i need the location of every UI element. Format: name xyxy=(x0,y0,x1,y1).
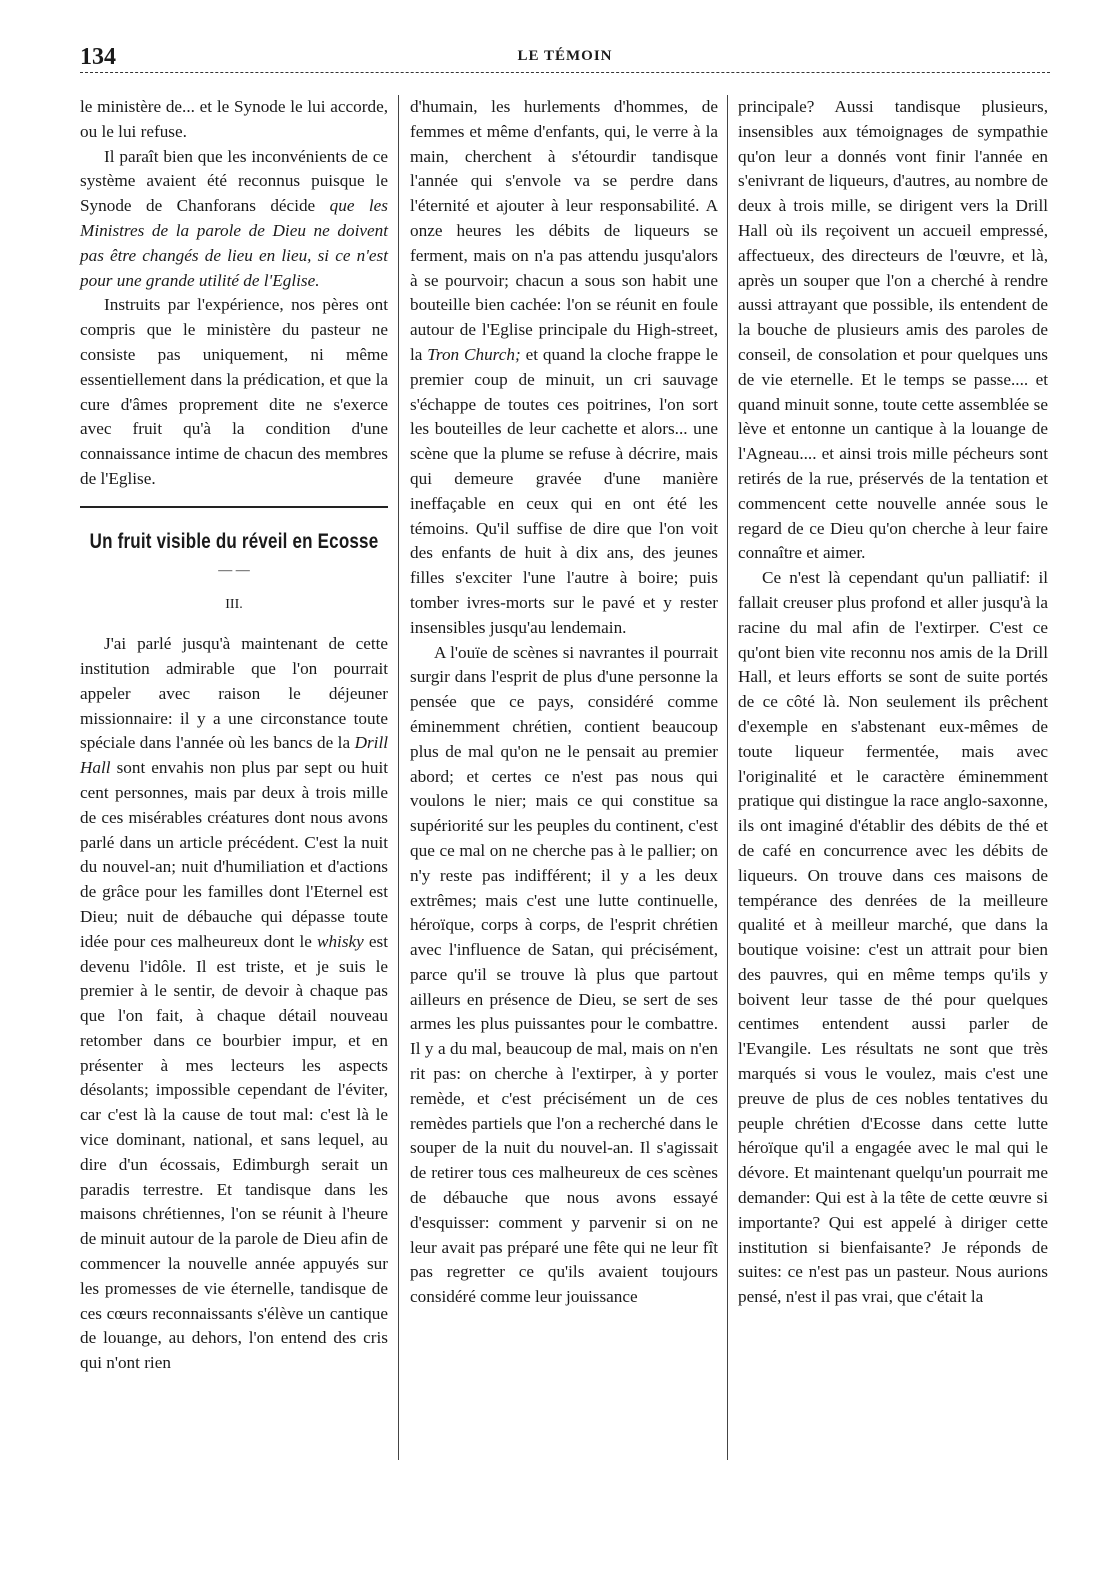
paragraph-text: J'ai parlé jusqu'à maintenant de cette institution admirable que l'on pourrait appeler avec raison le déjeuner missionnaire: il y a une circonstance toute spéciale dans l'année où les bancs de la xyxy=(80,634,388,753)
paragraph xyxy=(80,632,388,1376)
paragraph: principale? Aussi tandisque plusieurs, insensibles aux témoignages de sympathie qu'on leur a donnés vont finir l'année en s'enivrant de liqueurs, d'autres, au nombre de deux à trois mille, se dirigent vers la Drill Hall où ils reçoivent un accueil empressé, affectueux, des directeurs de l'œuvre, et là, après un souper que l'on a cherché à rendre aussi attrayant que possible, ils entendent de la bouche de plusieurs amis des paroles de conseil, de consolation et pour quelques uns de vie eternelle. Et le temps se passe.... et quand minuit sonne, toute cette assemblée se lève et entonne un cantique à la louange de l'Agneau.... et ainsi trois mille pécheurs sont retirés de la rue, préservés de la tentation et commencent cette nouvelle année sous le regard de ce Dieu qu'on cherche à leur faire connaître et aimer. xyxy=(738,97,1048,563)
italic-quote: que les Ministres de la parole de Dieu ne doivent pas être changés de lieu en lieu, si ce n'est pour une grande utilité de l'Eglise. xyxy=(80,196,388,290)
paragraph xyxy=(80,145,388,294)
paragraph-text: Il paraît bien que les inconvénients de ce système avaient été reconnus puisque le Synode de Chanforans décide xyxy=(80,146,388,216)
title-dash: — — xyxy=(218,562,250,578)
journal-title: LE TÉMOIN xyxy=(517,48,613,64)
section-divider xyxy=(80,506,388,508)
page-number: 134 xyxy=(80,44,116,70)
italic-term: Tron Church; xyxy=(427,344,521,364)
paragraph-text: et quand la cloche frappe le premier coup de minuit, un cri sauvage s'échappe de toutes ces poitrines, l'on sort les bouteilles de leur cachette et alors... une scène que la plume se refuse à décrire, mais qui demeure gravée d'une manière ineffaçable en ceux qui en ont été les témoins. Qu'il suffise de dire que l'on voit des enfants de huit à dix ans, des jeunes filles s'exciter l'une l'autre à boire; puis tomber ivres-morts sur le pavé et y rester insensibles jusqu'au lendemain. xyxy=(410,344,718,637)
italic-term: whisky xyxy=(316,931,364,951)
section-title: Un fruit visible du réveil en Ecosse xyxy=(89,529,379,553)
paragraph: A l'ouïe de scènes si navrantes il pourrait surgir dans l'esprit de plus d'une personne la pensée que ce pays, considéré comme éminemment chrétien, contient beaucoup plus de mal qu'on ne le pensait au premier abord; et certes ce n'est pas nous qui voulons le nier; mais ce qui constitue sa supériorité sur les peuples du continent, c'est que ce mal on ne cherche pas à le pallier; on n'y reste pas indifférent; il y a les deux extrêmes; mais c'est une lutte continuelle, héroïque, corps à corps, de l'esprit chrétien avec l'influence de Satan, qui précisément, parce qu'il se trouve là plus que partout ailleurs en présence de Dieu, se sert de ses armes les plus puissantes pour le combattre. Il y a du mal, beaucoup de mal, mais on n'en rit pas: on cherche à l'extirper, à y porter remède, et c'est précisément un de ces remèdes partiels que l'on a recherché dans le souper de la nuit du nouvel-an. Il s'agissait de retirer tous ces malheureux de ces scènes de débauche que nous avons essayé d'esquisser: comment y parvenir si on ne leur avait pas préparé une fête qui ne leur fît pas regretter ce qu'ils avaient toujours considéré comme leur jouissance xyxy=(410,642,718,1307)
column-2 xyxy=(410,95,718,1310)
paragraph: Instruits par l'expérience, nos pères ont compris que le ministère du pasteur ne consiste pas uniquement, ni même essentiellement dans la prédication, et que la cure d'âmes proprement dite ne s'exerce avec fruit qu'à la condition d'une connaissance intime de chacun des membres de l'Eglise. xyxy=(80,295,388,488)
column-divider xyxy=(398,95,399,1460)
italic-term: Drill Hall xyxy=(80,733,388,778)
column-3 xyxy=(738,95,1048,1310)
paragraph-text: sont envahis non plus par sept ou huit cent personnes, mais par deux à trois mille de ces misérables créatures dont nous avons parlé dans un article précédent. C'est la nuit du nouvel-an; nuit d'humiliation et d'actions de grâce pour les familles dont l'Eternel est Dieu; nuit de débauche qui dépasse toute idée pour ces malheureux dont le xyxy=(80,758,388,951)
paragraph-text: d'humain, les hurlements d'hommes, de femmes et même d'enfants, qui, le verre à la main, cherchent à s'étourdir tandisque l'année qui s'envole va se perdre dans l'éternité et ajouter à leur responsabilité. A onze heures les débits de liqueurs se ferment, mais on n'a pas attendu jusqu'alors à se pourvoir; chacun a sous son habit une bouteille bien cachée: l'on se réunit en foule autour de l'Eglise principale du High-street, la xyxy=(410,97,718,364)
section-number: III. xyxy=(225,597,243,613)
column-divider xyxy=(727,95,728,1460)
paragraph: le ministère de... et le Synode le lui accorde, ou le lui refuse. xyxy=(80,97,388,141)
paragraph: Ce n'est là cependant qu'un palliatif: il fallait creuser plus profond et aller jusqu'à la racine du mal afin de l'extirper. C'est ce qu'ont bien vite reconnu nos amis de la Drill Hall, et leurs efforts se sont de suite portés de ce côté là. Non seulement ils prêchent d'exemple en s'abstenant eux-mêmes de toute liqueur fermentée, mais avec l'originalité et le caractère éminemment pratique qui distingue la race anglo-saxonne, ils ont imaginé d'établir des débits de thé et de café en concurrence avec les débits de liqueurs. On trouve dans ces maisons de tempérance des denrées de la meilleure qualité et à meilleur marché, que dans la boutique voisine: c'est un attrait pour bien des pauvres, qui en même temps qu'ils y boivent leur tasse de thé pour quelques centimes entendent aussi parler de l'Evangile. Les résultats ne sont que très marqués si vous le voulez, mais c'est une preuve de plus de ces nobles tentatives du peuple chrétien d'Ecosse dans cette lutte héroïque qu'il a engagée avec le mal qui le dévore. Et maintenant quelqu'un pourrait me demander: Qui est à la tête de cette œuvre si importante? Qui est appelé à diriger cette institution si bienfaisante? Je réponds de suites: ce n'est pas un pasteur. Nous aurions pensé, n'est il pas vrai, que c'était la xyxy=(738,568,1048,1307)
page-header xyxy=(80,36,1050,72)
paragraph-text: est devenu l'idôle. Il est triste, et je suis le premier à le sentir, de devoir à chaque pas que l'on fait, à chaque détail nouveau retomber dans ce bourbier impur, et en présenter à mes lecteurs les aspects désolants; impossible cependant de l'éviter, car c'est là la cause de tout mal: c'est là le vice dominant, national, et sans lequel, au dire d'un écossais, Edimburgh serait un paradis terrestre. Et tandisque dans les maisons chrétiennes, l'on se réunit à l'heure de minuit autour de la parole de Dieu afin de commencer la nouvelle année appuyés sur les promesses de vie éternelle, tandisque de ces cœurs reconnaissants s'élève un cantique de louange, au dehors, l'on entend des cris qui n'ont rien xyxy=(80,931,388,1373)
paragraph xyxy=(410,95,718,641)
header-rule xyxy=(80,72,1050,73)
column-1 xyxy=(80,95,388,1376)
